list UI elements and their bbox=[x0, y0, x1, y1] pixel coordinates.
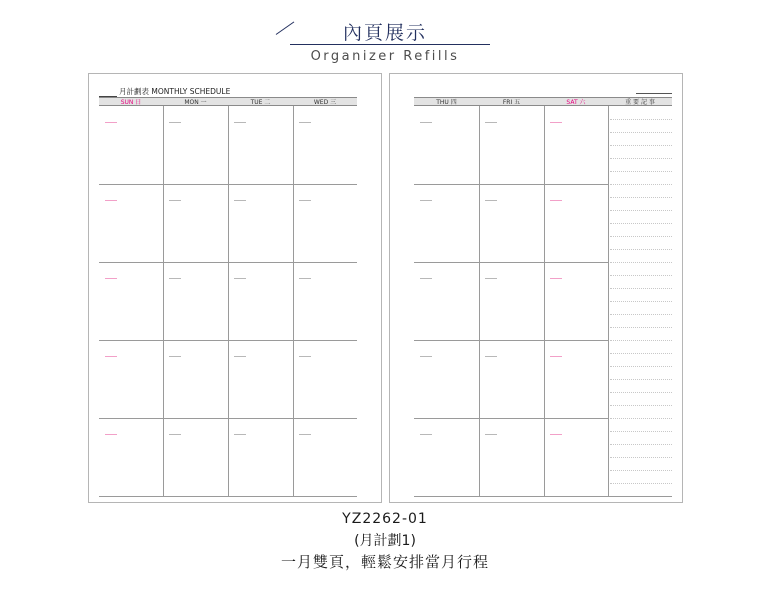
date-mark bbox=[169, 434, 181, 435]
date-mark bbox=[169, 200, 181, 201]
notes-ruled-line bbox=[610, 184, 672, 185]
date-mark bbox=[485, 278, 497, 279]
notes-ruled-line bbox=[610, 392, 672, 393]
day-header-sun: SUN 日 bbox=[99, 97, 163, 106]
notes-ruled-line bbox=[610, 119, 672, 120]
date-mark bbox=[169, 356, 181, 357]
date-mark bbox=[169, 122, 181, 123]
grid-column-divider bbox=[544, 106, 545, 496]
day-header-sat: SAT 六 bbox=[544, 97, 608, 106]
grid-column-divider bbox=[228, 106, 229, 496]
header-subtitle: Organizer Refills bbox=[310, 49, 460, 64]
schedule-heading-zh: 月計劃表 bbox=[119, 87, 149, 96]
schedule-heading bbox=[99, 86, 230, 97]
date-mark bbox=[234, 434, 246, 435]
date-mark bbox=[169, 278, 181, 279]
date-mark bbox=[105, 434, 117, 435]
grid-row-divider bbox=[414, 184, 608, 185]
notes-ruled-line bbox=[610, 470, 672, 471]
notes-ruled-line bbox=[610, 314, 672, 315]
day-header-tue: TUE 二 bbox=[228, 97, 293, 106]
notes-ruled-line bbox=[610, 158, 672, 159]
date-mark bbox=[234, 356, 246, 357]
notes-blank-line bbox=[636, 93, 672, 94]
left-refill-page bbox=[88, 73, 382, 503]
month-blank-line bbox=[99, 89, 117, 97]
grid-column-divider bbox=[163, 106, 164, 496]
notes-ruled-line bbox=[610, 197, 672, 198]
product-code: YZ2262-01 bbox=[342, 511, 428, 527]
notes-bottom-line bbox=[608, 496, 672, 497]
notes-ruled-line bbox=[610, 327, 672, 328]
date-mark bbox=[420, 434, 432, 435]
product-name: (月計劃1) bbox=[354, 533, 416, 549]
notes-ruled-line bbox=[610, 288, 672, 289]
date-mark bbox=[550, 278, 562, 279]
notes-ruled-line bbox=[610, 210, 672, 211]
notes-ruled-line bbox=[610, 275, 672, 276]
date-mark bbox=[234, 278, 246, 279]
grid-row-divider bbox=[99, 262, 357, 263]
day-header-thu: THU 四 bbox=[414, 97, 479, 106]
date-mark bbox=[485, 434, 497, 435]
grid-row-divider bbox=[99, 184, 357, 185]
notes-ruled-line bbox=[610, 340, 672, 341]
notes-ruled-line bbox=[610, 132, 672, 133]
grid-row-divider bbox=[414, 340, 608, 341]
notes-ruled-line bbox=[610, 418, 672, 419]
notes-ruled-line bbox=[610, 431, 672, 432]
notes-ruled-line bbox=[610, 379, 672, 380]
date-mark bbox=[550, 200, 562, 201]
grid-row-divider bbox=[99, 340, 357, 341]
notes-ruled-line bbox=[610, 301, 672, 302]
grid-row-divider bbox=[99, 496, 357, 497]
notes-ruled-line bbox=[610, 457, 672, 458]
grid-row-divider bbox=[99, 418, 357, 419]
header-title: 內頁展示 bbox=[342, 22, 427, 44]
date-mark bbox=[299, 200, 311, 201]
grid-row-divider bbox=[414, 496, 608, 497]
notes-ruled-line bbox=[610, 366, 672, 367]
date-mark bbox=[485, 200, 497, 201]
date-mark bbox=[420, 122, 432, 123]
notes-ruled-line bbox=[610, 171, 672, 172]
schedule-heading-en: MONTHLY SCHEDULE bbox=[151, 87, 231, 96]
grid-column-divider bbox=[293, 106, 294, 496]
product-description: 一月雙頁，輕鬆安排當月行程 bbox=[280, 553, 489, 571]
date-mark bbox=[550, 122, 562, 123]
notes-ruled-line bbox=[610, 444, 672, 445]
date-mark bbox=[299, 434, 311, 435]
notes-ruled-line bbox=[610, 353, 672, 354]
day-header-mon: MON 一 bbox=[163, 97, 228, 106]
grid-row-divider bbox=[414, 262, 608, 263]
date-mark bbox=[105, 122, 117, 123]
grid-column-divider bbox=[479, 106, 480, 496]
right-refill-page bbox=[389, 73, 683, 503]
date-mark bbox=[420, 200, 432, 201]
notes-ruled-line bbox=[610, 249, 672, 250]
date-mark bbox=[299, 356, 311, 357]
notes-ruled-line bbox=[610, 236, 672, 237]
date-mark bbox=[234, 122, 246, 123]
date-mark bbox=[105, 200, 117, 201]
date-mark bbox=[550, 434, 562, 435]
date-mark bbox=[234, 200, 246, 201]
date-mark bbox=[299, 278, 311, 279]
grid-row-divider bbox=[414, 418, 608, 419]
day-header-wed: WED 三 bbox=[293, 97, 357, 106]
notes-ruled-line bbox=[610, 262, 672, 263]
day-header-fri: FRI 五 bbox=[479, 97, 544, 106]
notes-ruled-line bbox=[610, 483, 672, 484]
notes-ruled-line bbox=[610, 145, 672, 146]
date-mark bbox=[105, 278, 117, 279]
date-mark bbox=[485, 122, 497, 123]
date-mark bbox=[420, 278, 432, 279]
date-mark bbox=[299, 122, 311, 123]
header-underline bbox=[290, 44, 490, 45]
grid-column-divider bbox=[608, 106, 609, 496]
notes-header: 重 要 記 事 bbox=[608, 97, 672, 106]
date-mark bbox=[105, 356, 117, 357]
date-mark bbox=[485, 356, 497, 357]
date-mark bbox=[420, 356, 432, 357]
notes-ruled-line bbox=[610, 223, 672, 224]
notes-ruled-line bbox=[610, 405, 672, 406]
date-mark bbox=[550, 356, 562, 357]
